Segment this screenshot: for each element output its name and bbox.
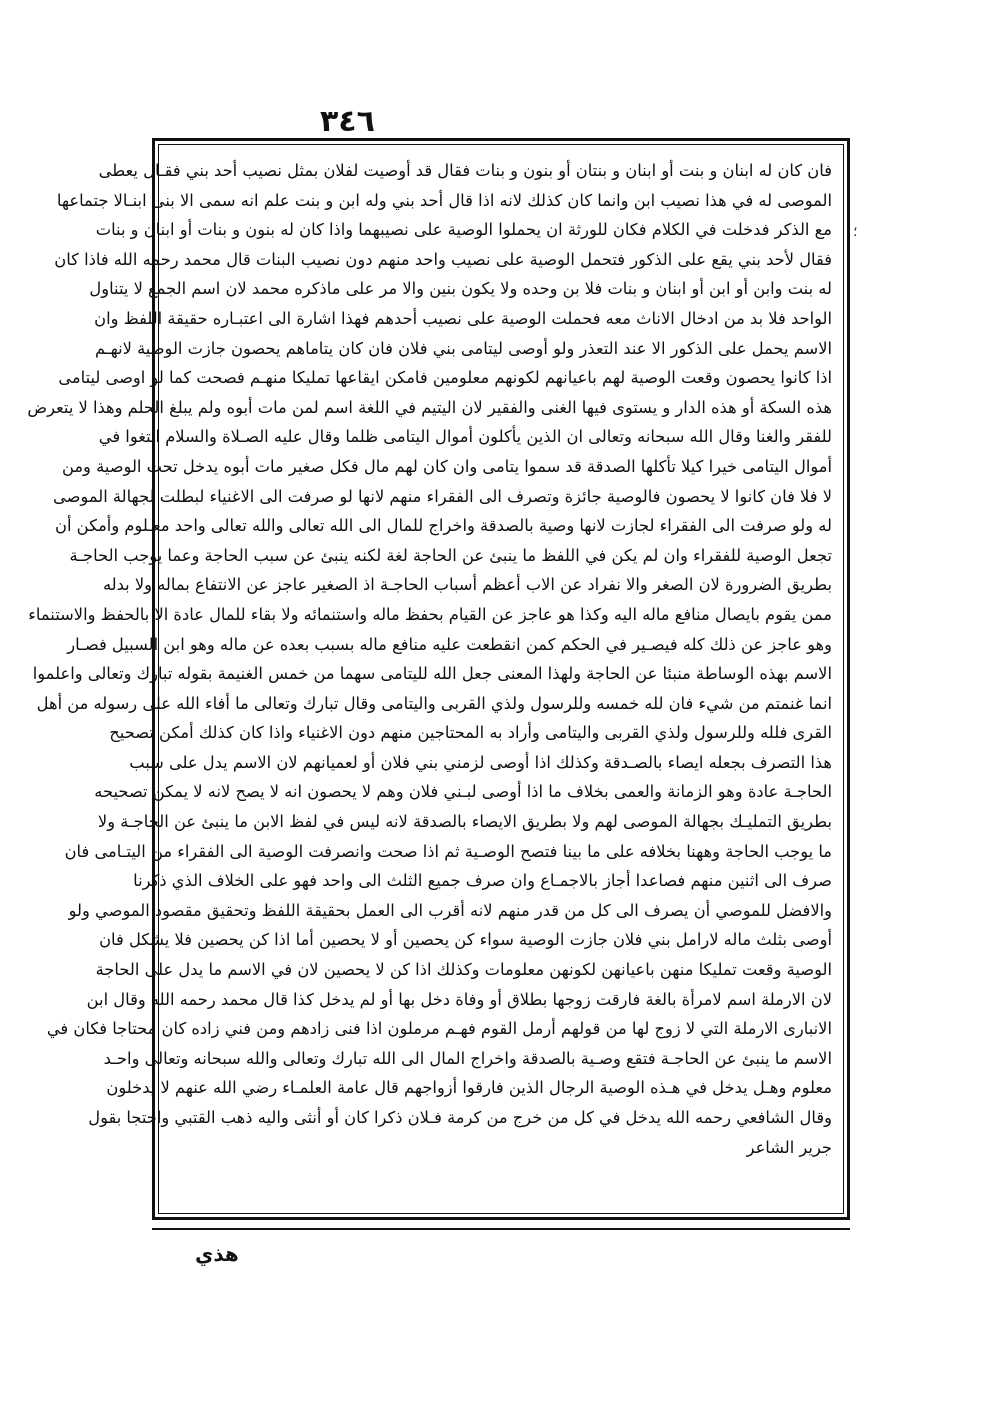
text-line: تجعل الوصية للفقراء وان لم يكن في اللفظ ما ينبئ عن الحاجة لغة لكنه ينبئ عن سبب الحاجة وعما يوجب الحاجـة — [69, 545, 832, 565]
text-line: له ولو صرفت الى الفقراء لجازت لانها وصية بالصدقة واخراج للمال الى الله تعالى والله تعالى واحد معـلوم وأمكن أن — [55, 516, 832, 536]
text-line: اذا كانوا يحصون وقعت الوصية لهم باعيانهم لكونهم معلومين فامكن ايقاعها تمليكا منهـم فصحت كما لو اوصى ليتامى — [58, 368, 832, 388]
text-line: وقال الشافعي رحمه الله يدخل في كل من خرج من كرمة فـلان ذكرا كان أو أنثى واليه ذهب القتبي واحتجا بقول — [88, 1108, 832, 1127]
text-line: صرف الى اثنين منهم فصاعدا أجاز بالاجمـاع وان صرف جميع الثلث الى واحد فهو على الخلاف الذي ذكرنا — [133, 871, 832, 891]
text-line: فان كان له ابنان و بنت أو ابنان و بنتان أو بنون و بنات فقال قد أوصيت لفلان بمثل نصيب أحد بني فقـال يعطى — [98, 161, 832, 180]
bottom-rule — [152, 1228, 850, 1230]
text-line: له بنت وابن أو ابن أو ابنان و بنات فلا بن وحده ولا يكون بنين والا مر على ماذكره محمد لان اسم الجمع لا يتناول — [89, 279, 832, 299]
text-line: الحاجـة عادة وهو الزمانة والعمى بخلاف ما اذا أوصى لبـني فلان وهم لا يحصون انه لا يصح لانه لا يمكن تصحيحه — [94, 782, 832, 802]
margin-mark: ؛ — [853, 224, 858, 240]
text-line: الموصى له في هذا نصيب ابن وانما كان كذلك لانه اذا قال أحد بني وله ابن و بنت علم انه سمى الا بنى ابنـالا جتماعها — [56, 190, 832, 210]
text-line: الواحد فلا بد من ادخال الاناث معه فحملت الوصية على نصيب أحدهم فهذا اشارة الى اعتبـاره حقيقة اللفظ وان — [94, 308, 832, 328]
text-line: الاسم ما ينبئ عن الحاجـة فتقع وصـية بالصدقة واخراج المال الى الله تبارك وتعالى والله سبحانه وتعالى واحـد — [103, 1048, 832, 1068]
text-line: ما يوجب الحاجة وههنا بخلافه على ما بينا فتصح الوصـية ثم اذا صحت وانصرفت الوصية الى الفقراء من اليتـامى فان — [64, 841, 832, 861]
text-line: الاسم يحمل على الذكور الا عند التعذر ولو أوصى ليتامى بني فلان فان كان يتاماهم يحصون جازت الوصية لانهـم — [94, 338, 832, 358]
text-line: بطريق الضرورة لان الصغر والا نفراد عن الاب أعظم أسباب الحاجـة اذ الصغير عاجز عن الانتفاع بماله ولا بدله — [102, 575, 832, 595]
text-line: لان الارملة اسم لامرأة بالغة فارقت زوجها بطلاق أو وفاة دخل بها أو لم يدخل كذا قال محمد رحمه الله وقال ابن — [86, 989, 832, 1009]
text-line: معلوم وهـل يدخل في هـذه الوصية الرجال الذين فارقوا أزواجهم قال عامة العلمـاء رضي الله عنهم لا يدخلون — [106, 1078, 832, 1098]
text-line: الوصية وقعت تمليكا منهن باعيانهن لكونهن معلومات وكذلك اذا كن لا يحصين لان في الاسم ما يدل على الحاجة — [95, 960, 832, 980]
text-line: للفقر والغنا وقال الله سبحانه وتعالى ان الذين يأكلون أموال اليتامى ظلما وقال عليه الصـلاة والسلام ابتغوا في — [98, 427, 832, 447]
text-line: أوصى بثلث ماله لارامل بني فلان جازت الوصية سواء كن يحصين أو لا يحصين أما اذا كن يحصين فلا يشكل فان — [99, 930, 832, 950]
text-line: ممن يقوم بايصال منافع ماله اليه وكذا هو عاجز عن القيام بحفظ ماله واستنمائه ولا بقاء للمال عادة الا بالحفظ والاستنماء — [28, 604, 832, 624]
text-line: مع الذكر فدخلت في الكلام فكان للورثة ان يحملوا الوصية على نصيبهما واذا كان له بنون و بنات أو ابنان و بنات — [95, 220, 832, 240]
text-line: القرى فلله وللرسول ولذي القربى واليتامى وأراد به المحتاجين منهم دون الاغنياء واذا كان كذلك أمكن تصحيح — [109, 723, 832, 743]
text-line: وهو عاجز عن ذلك كله فيصـير في الحكم كمن انقطعت عليه منافع ماله بسبب بعده عن ماله وهو ابن السبيل فصـار — [67, 634, 832, 654]
text-line: فقال لأحد بني يقع على الذكور فتحمل الوصية على نصيب واحد منهم دون نصيب البنات قال محمد رحمه الله فاذا كان — [54, 249, 832, 269]
text-line: هذه السكة أو هذه الدار و يستوى فيها الغنى والفقير لان اليتيم في اللغة اسم لمن مات أبوه ولم يبلغ الحلم وهذا لا يتعرض — [27, 397, 832, 417]
text-line: انما غنمتم من شيء فان لله خمسه وللرسول ولذي القربى واليتامى وقال تبارك وتعالى ما أفاء الله على رسوله من أهل — [36, 693, 832, 713]
text-line: أموال اليتامى خيرا كيلا تأكلها الصدقة قد سموا يتامى وان كان لهم مال فكل صغير مات أبوه يدخل تحت الوصية ومن — [61, 456, 832, 476]
page-number: ٣٤٦ — [320, 104, 375, 139]
text-line: جرير الشاعر — [746, 1137, 832, 1157]
text-line: والافضل للموصي أن يصرف الى كل من قدر منهم لانه أقرب الى العمل بحقيقة اللفظ وتحقيق مقصود الموصي ولو — [68, 900, 832, 920]
text-line: الاسم بهذه الوساطة منبئا عن الحاجة ولهذا المعنى جعل الله لليتامى سهما من خمس الغنيمة بقوله تبارك وتعالى واعلموا — [32, 664, 832, 684]
catchword: هذي — [195, 1242, 239, 1266]
text-line: لا فلا فان كانوا لا يحصون فالوصية جائزة وتصرف الى الفقراء منهم لانها لو صرفت الى الاغنياء لبطلت لجهالة الموصى — [53, 486, 832, 506]
text-line: بطريق التمليـك بجهالة الموصى لهم ولا بطريق الايصاء بالصدقة لانه ليس في لفظ الابن ما ينبئ عن الحاجـة ولا — [97, 812, 832, 832]
text-line: الانبارى الارملة التي لا زوج لها من قولهم أرمل القوم فهـم مرملون اذا فنى زادهم ومن فني زاده كان محتاجا فكان في — [46, 1019, 832, 1039]
main-text-block — [27, 156, 832, 1206]
text-line: هذا التصرف بجعله ايصاء بالصـدقة وكذلك اذا أوصى لزمني بني فلان أو لعميانهم لان الاسم يدل على سبب — [129, 752, 832, 772]
